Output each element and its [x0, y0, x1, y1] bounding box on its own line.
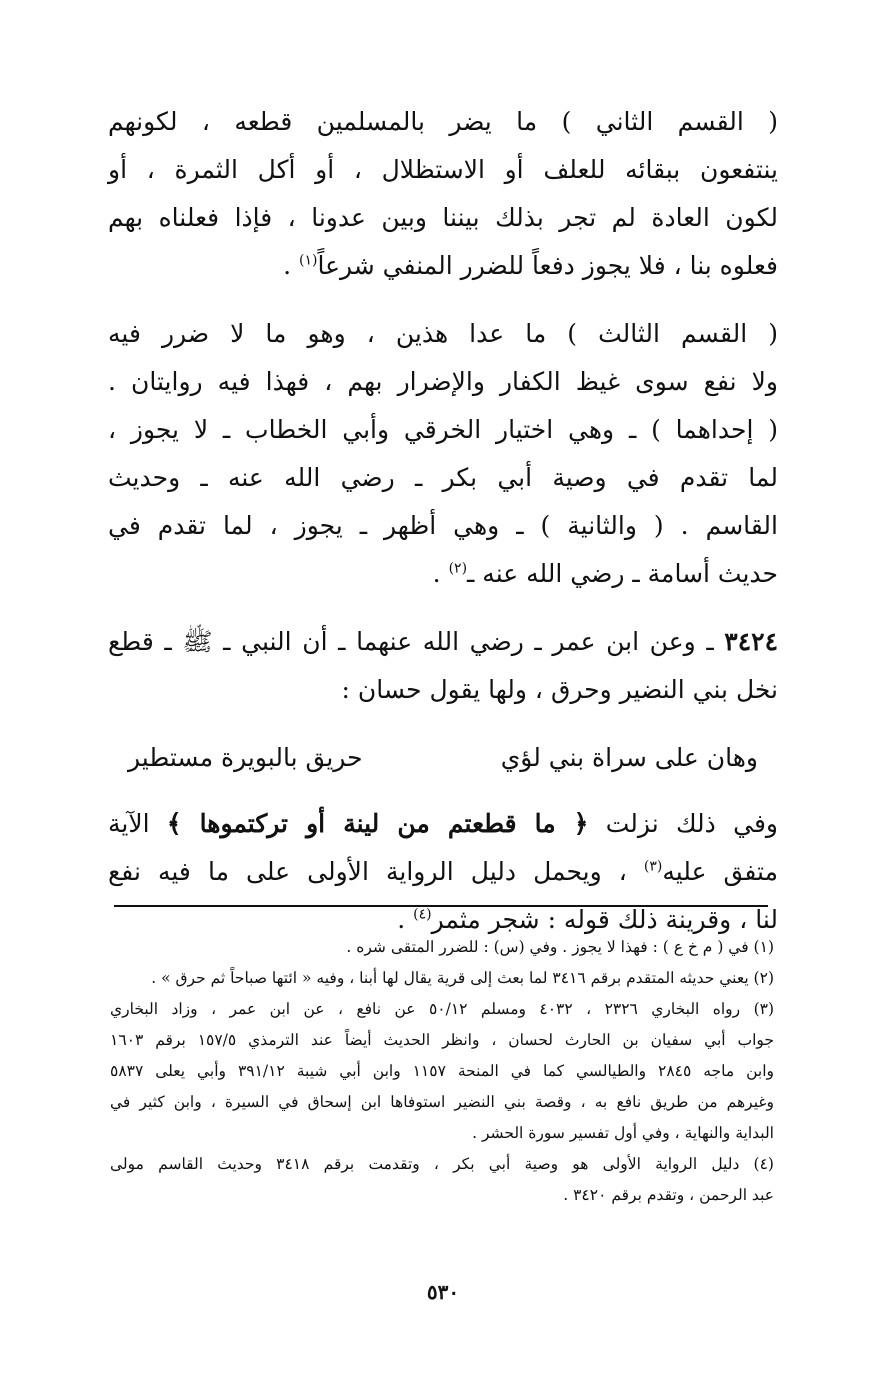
- footnote-ref-3[interactable]: (٣): [643, 858, 663, 875]
- text-line: [108, 848, 778, 896]
- text-line: نخل بني النضير وحرق ، ولها يقول حسان :: [341, 675, 778, 704]
- text-span: وفي ذلك نزلت: [588, 809, 778, 838]
- text-line: لكون العادة لم تجر بذلك بيننا وبين عدونا ، فإذا فعلناه بهم: [108, 203, 778, 232]
- footnote-separator: [114, 905, 768, 907]
- text-line: [108, 242, 778, 290]
- text-line: ( إحداهما ) ـ وهي اختيار الخرقي وأبي الخطاب ـ لا يجوز ،: [108, 415, 778, 444]
- text-line: [108, 800, 778, 848]
- text-line: [108, 618, 778, 666]
- text-span: حديث أسامة ـ رضي الله عنه ـ: [467, 559, 778, 588]
- text-span: فعلوه بنا ، فلا يجوز دفعاً للضرر المنفي شرعاً: [317, 251, 778, 280]
- page-number: ٥٣٠: [426, 1280, 460, 1304]
- text-line: ( القسم الثالث ) ما عدا هذين ، وهو ما لا ضرر فيه: [108, 319, 778, 348]
- text-span: .: [432, 559, 449, 588]
- paragraph-third-category: [108, 310, 778, 598]
- text-span: .: [397, 905, 414, 934]
- footnote-line: عبد الرحمن ، وتقدم برقم ٣٤٢٠ .: [563, 1186, 774, 1204]
- footnote-ref-1[interactable]: (١): [298, 252, 318, 269]
- paragraph-second-category: [108, 98, 778, 290]
- text-span: الآية: [108, 809, 167, 838]
- quran-verse: ﴿ ما قطعتم من لينة أو تركتموها ﴾: [166, 809, 589, 838]
- footnote-3: [110, 994, 774, 1149]
- text-span: متفق عليه: [662, 857, 778, 886]
- text-span: ، ويحمل دليل الرواية الأولى على ما فيه نفع: [108, 857, 644, 886]
- footnote-2: [110, 963, 774, 994]
- footnote-ref-2[interactable]: (٢): [448, 560, 468, 577]
- footnote-line: (١) في ( م خ ع ) : فهذا لا يجوز . وفي (س) : للضرر المتقى شره .: [346, 938, 774, 956]
- footnote-4: [110, 1149, 774, 1211]
- text-span: لنا ، وقرينة ذلك قوله : شجر مثمر: [431, 905, 778, 934]
- footnote-line: وابن ماجه ٢٨٤٥ والطيالسي كما في المنحة ١١٥٧ وابن أبي شيبة ٣٩١/١٢ وأبي يعلى ٥٨٣٧: [110, 1062, 774, 1080]
- text-line: ينتفعون ببقائه للعلف أو الاستظلال ، أو أكل الثمرة ، أو: [108, 155, 778, 184]
- hadith-entry: [108, 618, 778, 714]
- footnote-line: وغيرهم من طريق نافع به ، وقصة بني النضير استوفاها ابن إسحاق في السيرة ، وابن كثير في: [110, 1093, 774, 1111]
- hadith-number: ٣٤٢٤: [724, 627, 778, 656]
- footnote-ref-4[interactable]: (٤): [413, 906, 432, 923]
- footnote-line: (٤) دليل الرواية الأولى هو وصية أبي بكر ، وتقدمت برقم ٣٤١٨ وحديث القاسم مولى: [110, 1155, 774, 1173]
- text-line: القاسم . ( والثانية ) ـ وهي أظهر ـ يجوز ، لما تقدم في: [108, 511, 778, 540]
- text-line: لما تقدم في وصية أبي بكر ـ رضي الله عنه ـ وحديث: [108, 463, 778, 492]
- text-line: [108, 550, 778, 598]
- poetry-verse: [108, 734, 778, 782]
- main-text: [108, 98, 778, 964]
- footnotes: [110, 932, 774, 1211]
- text-span: ـ وعن ابن عمر ـ رضي الله عنهما ـ أن النبي ـ ﷺ ـ قطع: [108, 627, 725, 656]
- footnote-line: البداية والنهاية ، وفي أول تفسير سورة الحشر .: [472, 1124, 774, 1142]
- footnote-line: جواب أبي سفيان بن الحارث لحسان ، وانظر الحديث أيضاً عند الترمذي ١٥٧/٥ برقم ١٦٠٣: [110, 1031, 774, 1049]
- text-line: ولا نفع سوى غيظ الكفار والإضرار بهم ، فهذا فيه روايتان .: [108, 367, 778, 396]
- footnote-1: [110, 932, 774, 963]
- footnote-line: (٣) رواه البخاري ٢٣٢٦ ، ٤٠٣٢ ومسلم ٥٠/١٢ عن نافع ، عن ابن عمر ، وزاد البخاري: [110, 1000, 775, 1018]
- text-line: ( القسم الثاني ) ما يضر بالمسلمين قطعه ، لكونهم: [108, 107, 778, 136]
- text-span: .: [283, 251, 299, 280]
- poetry-hemistich-first: وهان على سراة بني لؤي: [500, 743, 758, 772]
- paragraph-verse-revelation: [108, 800, 778, 944]
- footnote-line: (٢) يعني حديثه المتقدم برقم ٣٤١٦ لما بعث إلى قرية يقال لها أبنا ، وفيه « ائتها صباحاً ثم حرق » .: [151, 969, 774, 987]
- poetry-hemistich-second: حريق بالبويرة مستطير: [128, 743, 363, 772]
